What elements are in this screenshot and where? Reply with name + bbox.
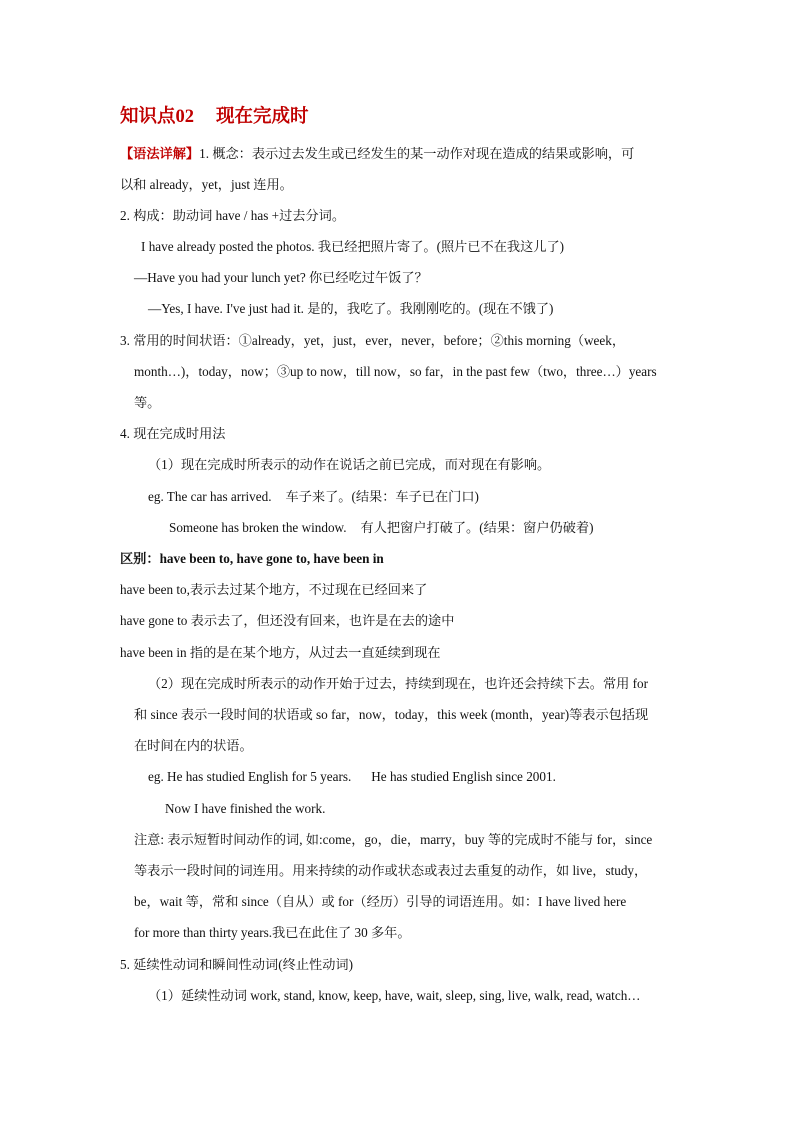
usage-1-example-2: Someone has broken the window. 有人把窗户打破了。(结果：窗户仍破着) <box>169 520 594 535</box>
durative-verbs-line: （1）延续性动词 work, stand, know, keep, have, wait, sleep, sing, live, walk, read, watch… <box>148 988 641 1003</box>
structure-heading: 2. 构成：助动词 have / has +过去分词。 <box>120 208 346 223</box>
usage-2-example-1: eg. He has studied English for 5 years. He has studied English since 2001. <box>148 769 556 784</box>
note-line-4: for more than thirty years.我已在此住了 30 多年。 <box>134 925 411 940</box>
usage-2-line-2: 和 since 表示一段时间的状语或 so far，now，today，this week (month，year)等表示包括现 <box>134 707 649 722</box>
time-adverbials-line-3: 等。 <box>134 395 161 410</box>
verb-types-heading: 5. 延续性动词和瞬间性动词(终止性动词) <box>120 957 353 972</box>
concept-line-1: 【语法详解】1. 概念：表示过去发生或已经发生的某一动作对现在造成的结果或影响，可 <box>120 146 635 161</box>
structure-example-3: —Yes, I have. I've just had it. 是的，我吃了。我刚刚吃的。(现在不饿了) <box>148 301 554 316</box>
usage-1-example-1: eg. The car has arrived. 车子来了。(结果：车子已在门口) <box>148 489 479 504</box>
usage-heading: 4. 现在完成时用法 <box>120 426 226 441</box>
structure-example-2: —Have you had your lunch yet? 你已经吃过午饭了？ <box>134 270 428 285</box>
difference-3: have been in 指的是在某个地方，从过去一直延续到现在 <box>120 645 441 660</box>
usage-2-line-1: （2）现在完成时所表示的动作开始于过去，持续到现在，也许还会持续下去。常用 for <box>148 676 649 691</box>
time-adverbials-line-2: month…)，today，now；③up to now，till now，so far，in the past few（two，three…）years <box>134 364 657 379</box>
section-number: 知识点02 <box>120 107 195 127</box>
note-line-3: be，wait 等，常和 since（自从）或 for（经历）引导的词语连用。如：I have lived here <box>134 894 627 909</box>
usage-1: （1）现在完成时所表示的动作在说话之前已完成，而对现在有影响。 <box>148 457 551 472</box>
note-line-1: 注意: 表示短暂时间动作的词, 如:come，go，die，marry，buy 等的完成时不能与 for，since <box>134 832 653 847</box>
concept-line-2: 以和 already，yet，just 连用。 <box>120 177 293 192</box>
usage-2-line-3: 在时间在内的状语。 <box>134 738 253 753</box>
section-name: 现在完成时 <box>216 107 309 127</box>
grammar-tag: 【语法详解】 <box>120 146 200 161</box>
structure-example-1: I have already posted the photos. 我已经把照片寄了。(照片已不在我这儿了) <box>141 239 565 254</box>
difference-heading: 区别：have been to, have gone to, have been in <box>120 551 384 566</box>
usage-2-example-2: Now I have finished the work. <box>165 801 326 816</box>
section-title <box>120 106 309 128</box>
time-adverbials-line-1: 3. 常用的时间状语：①already，yet，just，ever，never，before；②this morning（week， <box>120 333 626 348</box>
note-line-2: 等表示一段时间的词连用。用来持续的动作或状态或表过去重复的动作，如 live，study， <box>134 863 648 878</box>
difference-1: have been to,表示去过某个地方，不过现在已经回来了 <box>120 582 428 597</box>
difference-2: have gone to 表示去了，但还没有回来，也许是在去的途中 <box>120 613 455 628</box>
